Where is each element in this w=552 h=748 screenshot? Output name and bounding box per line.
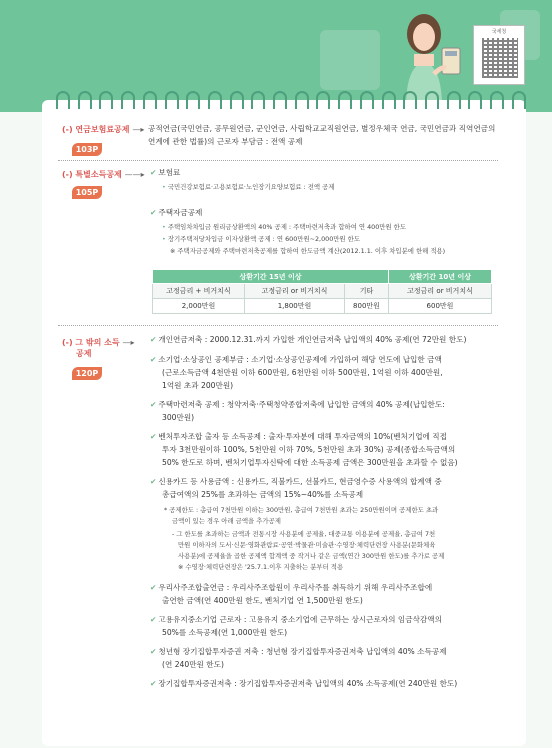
insurance-title: ✔ 보험료 [150,168,181,177]
list-item-cont: 50%를 소득공제(연 1,000만원 한도) [162,628,288,637]
list-item-cont: 50% 한도로 하며, 벤처기업투자신탁에 대한 소득공제 금액은 300만원을 초과할 수 없음) [162,458,458,467]
page-badge: 103P [72,143,102,156]
table-header: 고정금리 or 비거치식 [389,284,492,299]
page-badge: 105P [72,186,102,199]
housing-item1: • 주택임차차입금 원리금상환액의 40% 공제 : 주택마련저축과 합하여 연 400만원 한도 [162,223,407,231]
pension-text: 공적연금(국민연금, 공무원연금, 군인연금, 사립학교교직원연금, 별정우체국 연금, 국민연금과 직역연금의 연계에 관한 법률)의 근로자 부담금 : 전액 공제 [148,124,496,146]
check-circle-icon: ✔ [150,647,157,656]
check-circle-icon: ✔ [150,168,157,177]
table-cell: 800만원 [345,299,389,314]
table-cell: 600만원 [389,299,492,314]
note-line: 만원 이하자의 도서·신문·영화관람료·공연·박물관·미술관·수영장·체력단련장 사용분(문화체육 [178,541,436,549]
check-circle-icon: ✔ [150,208,157,217]
list-item: ✔ 주택마련저축 공제 : 청약저축·주택청약종합저축에 납입한 금액의 40% 공제(납입한도: [150,400,445,409]
table-header: 고정금리 or 비거치식 [245,284,345,299]
list-item: ✔ 벤처투자조합 출자 등 소득공제 : 출자·투자분에 대해 투자금액의 10%(벤처기업에 직접 [150,432,447,441]
arrow-right-icon: —▸ [122,338,135,347]
list-item: ✔ 소기업·소상공인 공제부금 : 소기업·소상공인공제에 가입하여 해당 연도에 납입한 금액 [150,355,442,364]
table-header: 기타 [345,284,389,299]
pension-label: (-) 연금보험료공제 —▸ [62,125,145,134]
note-line: - 그 한도를 초과하는 금액과 전통시장 사용분에 공제율, 대중교통 이용분에 공제율, 총급여 7천 [172,530,436,538]
list-item-cont: (근로소득금액 4천만원 이하 600만원, 6천만원 이하 500만원, 1억원 이하 400만원, [162,368,443,377]
note-line: 사용분)에 공제율을 곱한 공제액 합계액 중 작거나 같은 금액(연간 300만원 한도)를 추가로 공제 [178,552,445,560]
table-cell: 2,000만원 [153,299,245,314]
list-item: ✔ 청년형 장기집합투자증권 저축 : 청년형 장기집합투자증권저축 납입액의 40% 소득공제 [150,647,447,656]
check-circle-icon: ✔ [150,477,157,486]
divider [58,325,498,326]
list-item-cont: 300만원) [162,413,195,422]
housing-item2: • 장기주택저당차입금 이자상환액 공제 : 연 600만원~2,000만원 한도 [162,235,360,243]
arrow-right-icon: —▸ [132,125,145,134]
table-header: 고정금리 + 비거치식 [153,284,245,299]
check-circle-icon: ✔ [150,615,157,624]
note-line: 금액이 있는 경우 아래 금액을 추가공제 [172,517,281,525]
check-circle-icon: ✔ [150,679,157,688]
list-item-cont: (연 240만원 한도) [162,660,224,669]
housing-note: ※ 주택자금공제와 주택마련저축공제를 합하여 한도금액 계산(2012.1.1. 이후 차입분에 한해 적용) [170,247,446,255]
page-badge: 120P [72,367,102,380]
insurance-item: • 국민건강보험료·고용보험료·노인장기요양보험료 : 전액 공제 [162,183,335,191]
stamp-title: 국세청 [491,29,507,35]
special-label: (-) 특별소득공제 ——▸ [62,170,145,179]
list-item: ✔ 우리사주조합출연금 : 우리사주조합원이 우리사주를 취득하기 위해 우리사주조합에 [150,583,433,592]
housing-title: ✔ 주택자금공제 [150,208,203,217]
repayment-limit-table [152,269,492,314]
qr-code-icon [473,25,525,85]
list-item-cont: 투자 3천만원이하 100%, 5천만원 이하 70%, 5천만원 초과 30%) 공제(종합소득금액의 [162,445,456,454]
note-line: * 공제한도 : 총급여 7천만원 이하는 300만원, 총급여 7천만원 초과는 250만원이며 공제한도 초과 [164,506,439,514]
check-circle-icon: ✔ [150,335,157,344]
other-label: (-) 그 밖의 소득 —▸ [62,338,135,347]
list-item-cont: 1억원 초과 200만원) [162,381,234,390]
binder-rings [56,91,526,109]
divider [58,160,498,161]
check-circle-icon: ✔ [150,432,157,441]
table-cell: 1,800만원 [245,299,345,314]
table-group1: 상환기간 15년 이상 [153,270,389,284]
check-circle-icon: ✔ [150,583,157,592]
list-item-cont: 출연한 금액(연 400만원 한도, 벤처기업 연 1,500만원 한도) [162,596,363,605]
list-item-cont: 총급여액의 25%를 초과하는 금액의 15%~40%를 소득공제 [162,490,364,499]
check-circle-icon: ✔ [150,400,157,409]
list-item: ✔ 개인연금저축 : 2000.12.31.까지 가입한 개인연금저축 납입액의 40% 공제(연 72만원 한도) [150,335,467,344]
list-item: ✔ 고용유지중소기업 근로자 : 고용유지 중소기업에 근무하는 상시근로자의 임금삭감액의 [150,615,442,624]
list-item: ✔ 장기집합투자증권저축 : 장기집합투자증권저축 납입액의 40% 소득공제(연 240만원 한도) [150,679,458,688]
arrow-right-icon: ——▸ [124,170,145,179]
other-label-line2: 공제 [76,349,92,358]
table-group2: 상환기간 10년 이상 [389,270,492,284]
note-line: ※ 수영장·체력단련장은 '25.7.1.이후 지출하는 분부터 적용 [178,563,344,571]
check-circle-icon: ✔ [150,355,157,364]
list-item: ✔ 신용카드 등 사용금액 : 신용카드, 직불카드, 선불카드, 현금영수증 사용액의 합계액 중 [150,477,442,486]
